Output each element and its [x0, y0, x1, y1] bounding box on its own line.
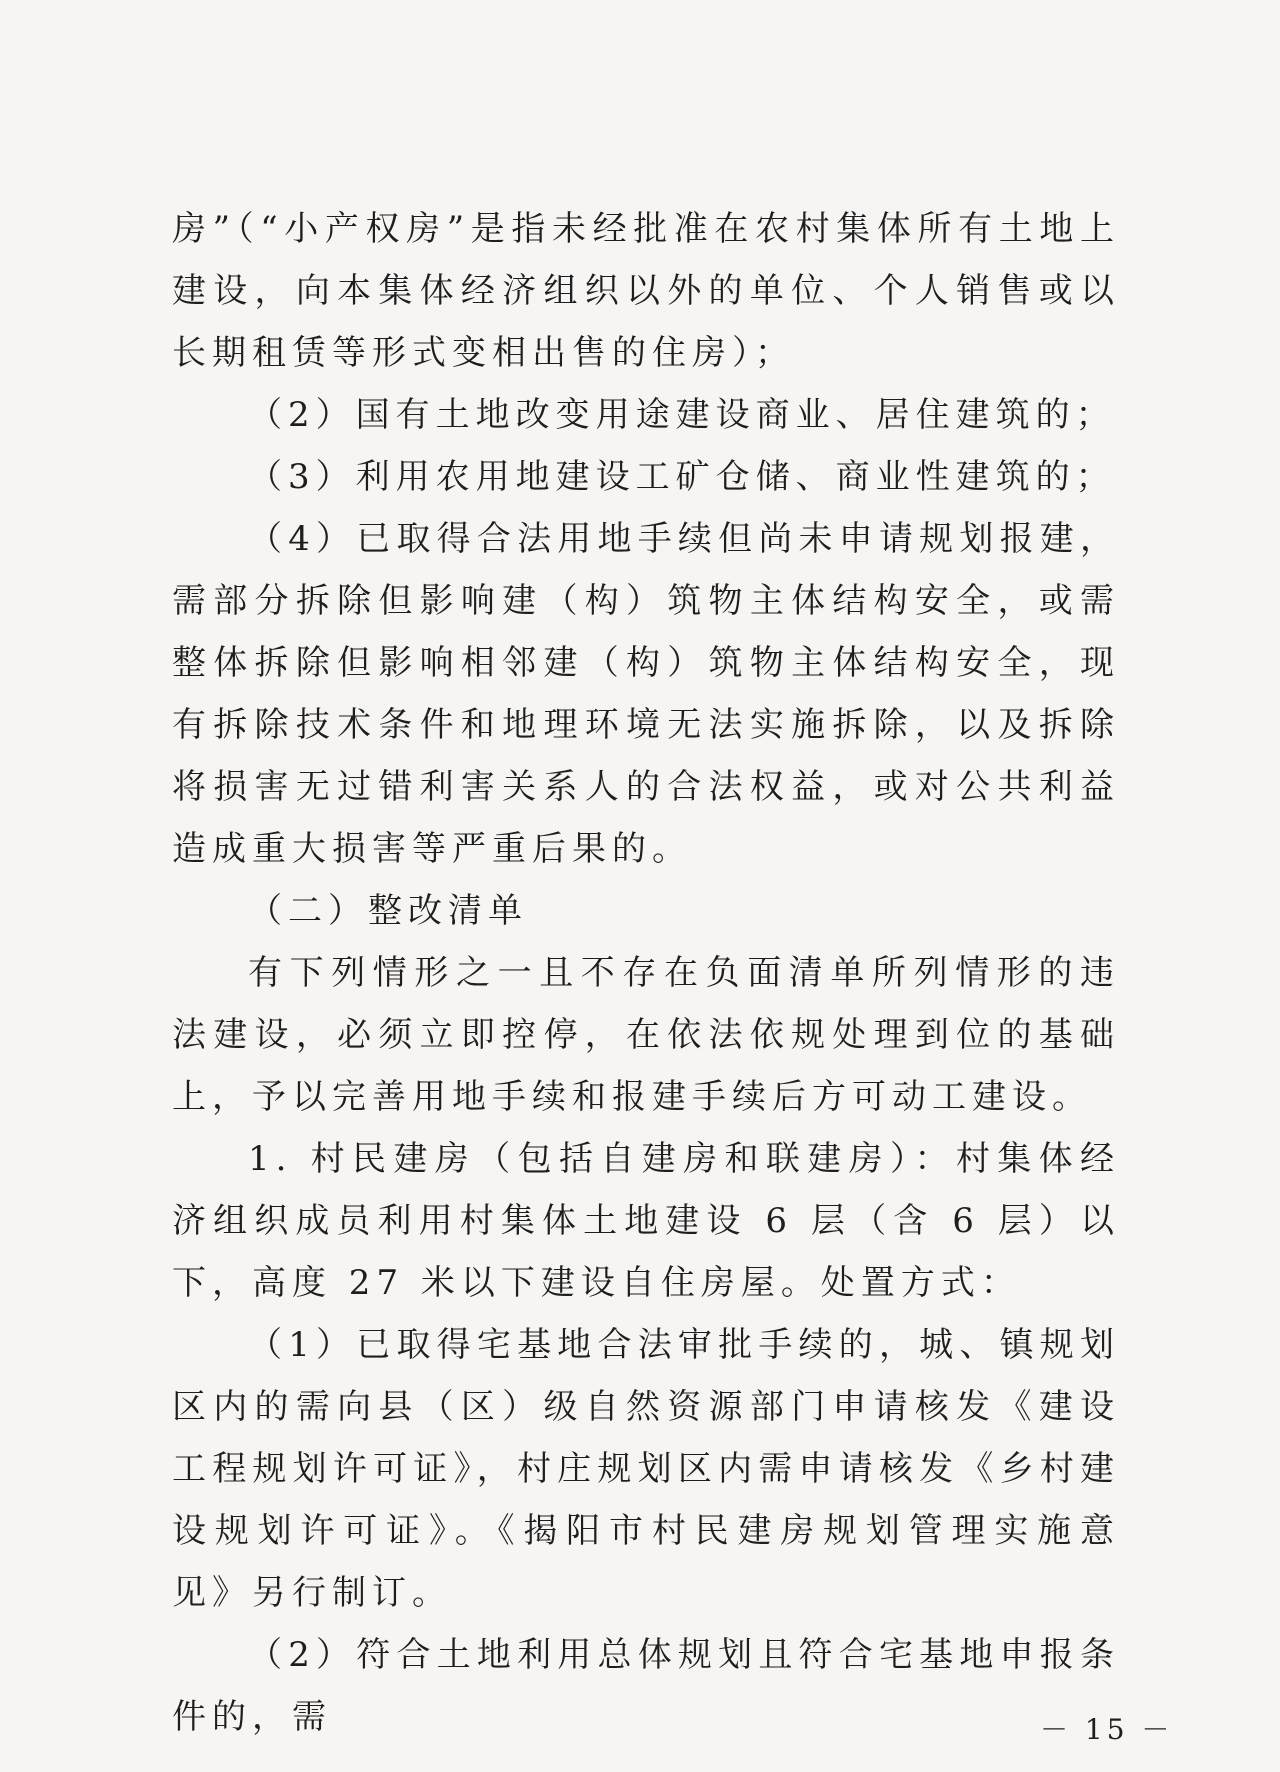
section-heading: （二）整改清单	[248, 891, 528, 931]
paragraph-item-2: （2）国有土地改变用途建设商业、居住建筑的；	[248, 395, 1116, 435]
paragraph-continuation: 房”（“小产权房”是指未经批准在农村集体所有土地上建设，向本集体经济组织以外的单位、个人销售或以长期租赁等形式变相出售的住房）；	[172, 209, 1120, 373]
paragraph-item-4: （4）已取得合法用地手续但尚未申请规划报建，需部分拆除但影响建（构）筑物主体结构安全，或需整体拆除但影响相邻建（构）筑物主体结构安全，现有拆除技术条件和地理环境无法实施拆除，以及拆除将损害无过错利害关系人的合法权益，或对公共利益造成重大损害等严重后果的。	[172, 519, 1120, 869]
page-number: － 15 －	[1040, 1713, 1174, 1746]
paragraph-village-housing: 1. 村民建房（包括自建房和联建房）：村集体经济组织成员利用村集体土地建设 6 层（含 6 层）以下，高度 27 米以下建设自住房屋。处置方式：	[172, 1139, 1120, 1303]
paragraph-sub-2: （2）符合土地利用总体规划且符合宅基地申报条件的，需	[172, 1635, 1120, 1737]
paragraph-item-3: （3）利用农用地建设工矿仓储、商业性建筑的；	[248, 457, 1116, 497]
paragraph-sub-1: （1）已取得宅基地合法审批手续的，城、镇规划区内的需向县（区）级自然资源部门申请核发《建设工程规划许可证》，村庄规划区内需申请核发《乡村建设规划许可证》。《揭阳市村民建房规划管理实施意见》另行制订。	[172, 1325, 1120, 1613]
paragraph-intro: 有下列情形之一且不存在负面清单所列情形的违法建设，必须立即控停，在依法依规处理到位的基础上，予以完善用地手续和报建手续后方可动工建设。	[172, 953, 1120, 1117]
body-text	[172, 198, 1120, 1748]
